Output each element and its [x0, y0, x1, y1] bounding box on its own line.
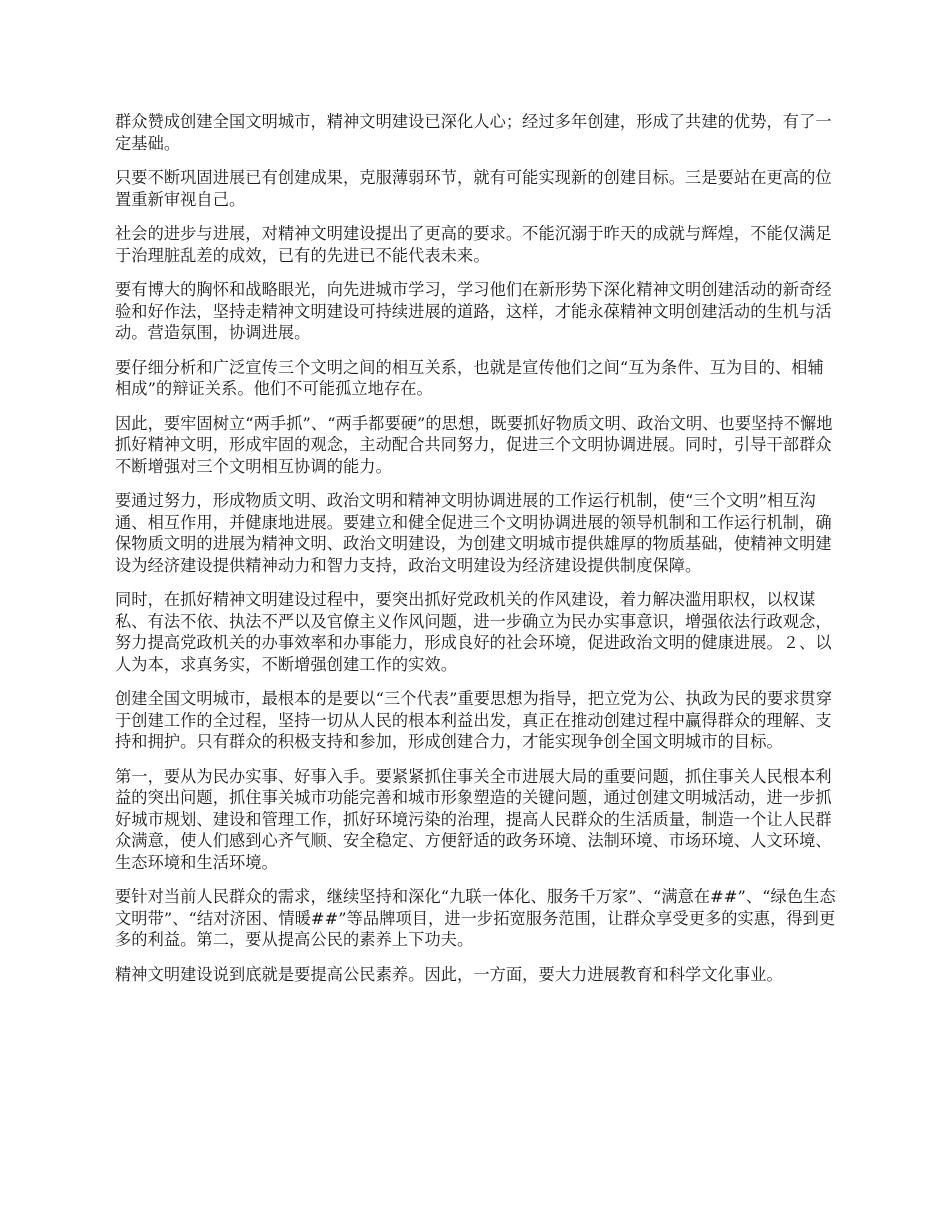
paragraph-5: 要仔细分析和广泛宣传三个文明之间的相互关系，也就是宣传他们之间“互为条件、互为目的、相辅相成”的辩证关系。他们不可能孤立地存在。 — [115, 357, 824, 398]
paragraph-6: 因此，要牢固树立“两手抓”、“两手都要硬”的思想，既要抓好物质文明、政治文明、也要坚持不懈地抓好精神文明，形成牢固的观念，主动配合共同努力，促进三个文明协调进展。同时，引导干部群众不断增强对三个文明相互协调的能力。 — [115, 413, 833, 476]
paragraph-2: 只要不断巩固进展已有创建成果，克服薄弱环节，就有可能实现新的创建目标。三是要站在更高的位置重新审视自己。 — [115, 168, 832, 209]
paragraph-4: 要有博大的胸怀和战略眼光，向先进城市学习，学习他们在新形势下深化精神文明创建活动的新奇经验和好作法，坚持走精神文明建设可持续进展的道路，这样，才能永葆精神文明创建活动的生机与活动。营造氛围，协调进展。 — [115, 280, 832, 342]
paragraph-3: 社会的进步与进展，对精神文明建设提出了更高的要求。不能沉溺于昨天的成就与辉煌，不能仅满足于治理脏乱差的成效，已有的先进已不能代表未来。 — [115, 224, 832, 265]
paragraph-7: 要通过努力，形成物质文明、政治文明和精神文明协调进展的工作运行机制，使“三个文明”相互沟通、相互作用，并健康地进展。要建立和健全促进三个文明协调进展的领导机制和工作运行机制，确保物质文明的进展为精神文明、政治文明建设，为创建文明城市提供雄厚的物质基础，使精神文明建设为经济建设提供精神动力和智力支持，政治文明建设为经济建设提供制度保障。 — [115, 491, 832, 575]
paragraph-11: 要针对当前人民群众的需求，继续坚持和深化“九联一体化、服务千万家”、“满意在##”、“绿色生态文明带”、“结对济困、情暖##”等品牌项目，进一步拓宽服务范围，让群众享受更多的实惠，得到更多的利益。第二，要从提高公民的素养上下功夫。 — [115, 887, 836, 949]
paragraph-1: 群众赞成创建全国文明城市，精神文明建设已深化人心；经过多年创建，形成了共建的优势，有了一定基础。 — [115, 112, 832, 153]
paragraph-9: 创建全国文明城市，最根本的是要以“三个代表”重要思想为指导，把立党为公、执政为民的要求贯穿于创建工作的全过程，坚持一切从人民的根本利益出发，真正在推动创建过程中赢得群众的理解、支持和拥护。只有群众的积极支持和参加，形成创建合力，才能实现争创全国文明城市的目标。 — [115, 689, 833, 751]
paragraph-10: 第一，要从为民办实事、好事入手。要紧紧抓住事关全市进展大局的重要问题，抓住事关人民根本利益的突出问题，抓住事关城市功能完善和城市形象塑造的关键问题，通过创建文明城活动，进一步抓好城市规划、建设和管理工作，抓好环境污染的治理，提高人民群众的生活质量，制造一个让人民群众满意，使人们感到心齐气顺、安全稳定、方便舒适的政务环境、法制环境、市场环境、人文环境、生态环境和生活环境。 — [115, 766, 832, 872]
document-page — [115, 111, 840, 998]
paragraph-8: 同时，在抓好精神文明建设过程中，要突出抓好党政机关的作风建设，着力解决滥用职权，以权谋私、有法不依、执法不严以及官僚主义作风问题，进一步确立为民办实事意识，增强依法行政观念，努力提高党政机关的办事效率和办事能力，形成良好的社会环境，促进政治文明的健康进展。２、以人为本，求真务实，不断增强创建工作的实效。 — [115, 590, 832, 674]
paragraph-12: 精神文明建设说到底就是要提高公民素养。因此，一方面，要大力进展教育和科学文化事业。 — [115, 964, 783, 984]
